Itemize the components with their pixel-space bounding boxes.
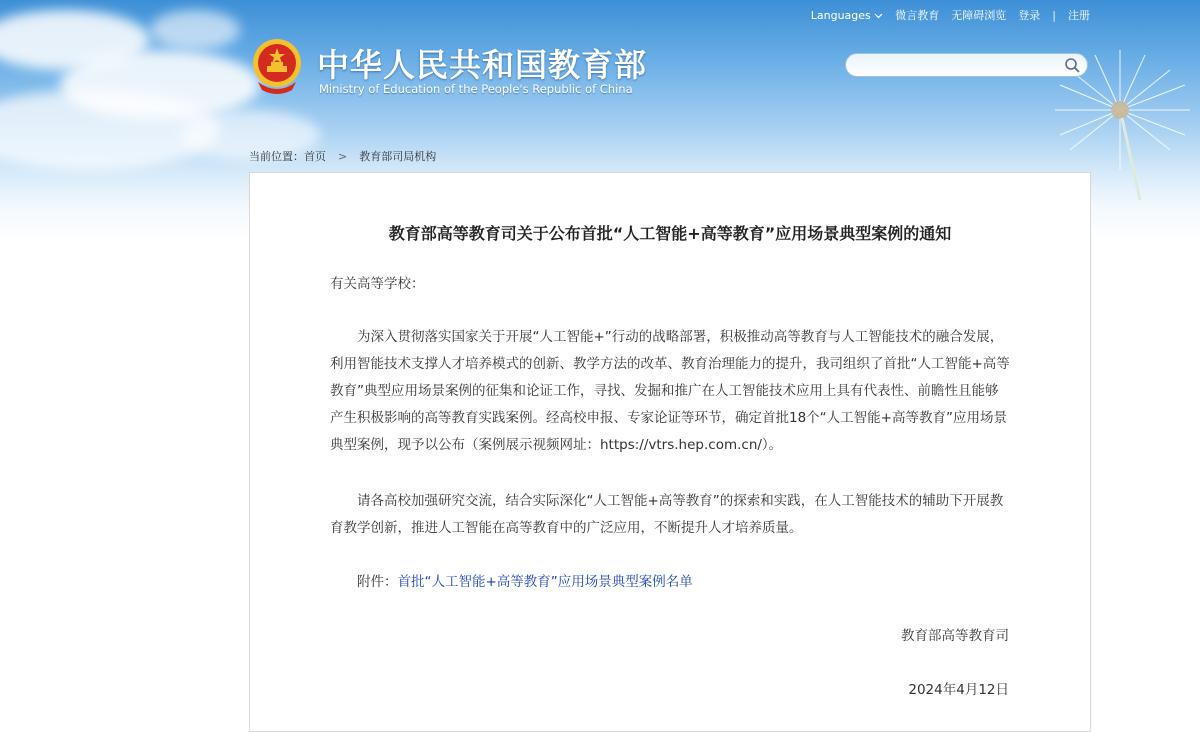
- article-attachment: [330, 569, 1010, 596]
- attachment-link[interactable]: 首批“人工智能+高等教育”应用场景典型案例名单: [397, 574, 693, 590]
- breadcrumb-prefix-text: 当前位置：: [249, 150, 304, 163]
- languages-menu[interactable]: [811, 9, 884, 22]
- breadcrumb-separator: >: [338, 149, 348, 163]
- breadcrumb-section-link[interactable]: 教育部司局机构: [359, 150, 437, 163]
- top-utility-bar: [811, 7, 1090, 23]
- breadcrumb-home-link[interactable]: 首页: [304, 150, 326, 163]
- cloud: [150, 10, 240, 50]
- attachment-prefix: 附件：: [357, 574, 398, 590]
- languages-label: Languages: [810, 8, 871, 22]
- article-paragraph-2: 请各高校加强研究交流，结合实际深化“人工智能+高等教育”的探索和实践，在人工智能技术的辅助下开展教育教学创新，推进人工智能在高等教育中的广泛应用，不断提升人才培养质量。: [330, 493, 1004, 536]
- chevron-down-icon: [874, 13, 883, 19]
- national-emblem-icon: [250, 38, 304, 96]
- weibo-link[interactable]: 微言教育: [895, 9, 940, 22]
- issuing-organization: 教育部高等教育司: [901, 628, 1009, 644]
- search-icon[interactable]: [1064, 57, 1081, 74]
- search-box: [845, 53, 1088, 77]
- article-title: 教育部高等教育司关于公布首批“人工智能+高等教育”应用场景典型案例的通知: [388, 224, 952, 243]
- accessible-browse-link[interactable]: 无障碍浏览: [951, 9, 1007, 22]
- article-paragraph-1: 为深入贯彻落实国家关于开展“人工智能+”行动的战略部署，积极推动高等教育与人工智能技术的融合发展，利用智能技术支撑人才培养模式的创新、教学方法的改革、教育治理能力的提升，我司组织了首批“人工智能+高等教育”典型应用场景案例的征集和论证工作，寻找、发掘和推广在人工智能技术应用上具有代表性、前瞻性且能够产生积极影响的高等教育实践案例。经高校申报、专家论证等环节，确定首批18个“人工智能+高等教育”应用场景典型案例，现予以公布（案例展示视频网址：https://vtrs.hep.com.cn/）。: [330, 329, 1010, 453]
- ministry-title-english: Ministry of Education of the People's Republic of China: [319, 82, 633, 96]
- search-input[interactable]: [856, 57, 1060, 75]
- breadcrumb: [249, 148, 436, 164]
- ministry-title-chinese: 中华人民共和国教育部: [317, 46, 648, 84]
- breadcrumb-prefix: [249, 148, 326, 164]
- register-link[interactable]: 注册: [1068, 9, 1090, 22]
- issue-date: 2024年4月12日: [908, 682, 1009, 698]
- article-panel: [249, 172, 1091, 732]
- login-link[interactable]: 登录: [1018, 9, 1041, 22]
- article-salutation: 有关高等学校：: [330, 276, 425, 292]
- divider: |: [1052, 8, 1056, 22]
